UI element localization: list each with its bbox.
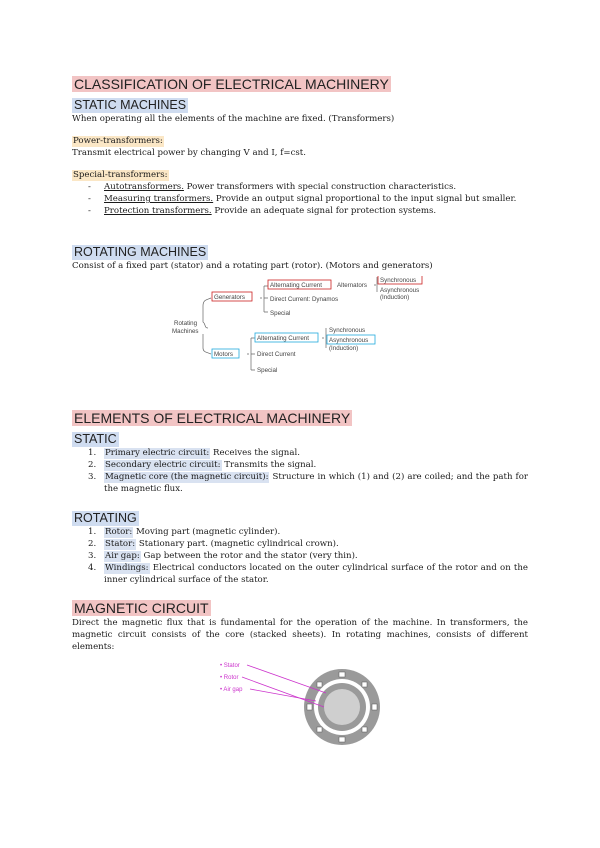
diagram-gen-alternators: Alternators — [337, 282, 367, 289]
power-transformers-label: Power-transformers: — [73, 136, 163, 146]
diagram-root-label-2: Machines — [172, 328, 199, 335]
magnetic-circuit-figure — [72, 657, 528, 747]
diagram-gen-special: Special — [270, 310, 291, 317]
term-autotransformers: Autotransformers. — [104, 182, 184, 192]
figure-label-rotor: • Rotor — [220, 675, 239, 681]
diagram-generators: Generators — [214, 294, 245, 301]
diagram-gen-induction: (Induction) — [380, 294, 410, 301]
diagram-mot-special: Special — [257, 367, 278, 374]
diagram-mot-synchronous: Synchronous — [329, 327, 366, 334]
list-item: 1. Primary electric circuit: Receives the signal. — [88, 448, 300, 458]
term-secondary-circuit: Secondary electric circuit: — [105, 460, 221, 470]
list-item: 2. Stator: Stationary part. (magnetic cylindrical crown). — [88, 539, 339, 549]
term-protection-transformers: Protection transformers. — [104, 206, 212, 216]
list-item: 3. Magnetic core (the magnetic circuit): Structure in which (1) and (2) are coiled; and the path for the magnetic flux. — [88, 472, 528, 494]
diagram-mot-asynchronous: Asynchronous — [329, 337, 369, 344]
machine-cross-section — [304, 669, 380, 745]
diagram-gen-ac: Alternating Current — [270, 282, 322, 289]
heading-rotating-machines: ROTATING MACHINES — [74, 245, 207, 259]
diagram-gen-asynchronous: Asynchronous — [380, 287, 420, 294]
heading-static-machines: STATIC MACHINES — [74, 98, 187, 112]
figure-label-stator: • Stator — [220, 663, 240, 669]
rotating-elements-list — [72, 526, 528, 586]
list-item: 4. Windings: Electrical conductors located on the outer cylindrical surface of the rotor and on the inner cylindrical surface of the stator. — [88, 563, 528, 585]
term-magnetic-core: Magnetic core (the magnetic circuit): — [105, 472, 269, 482]
magnetic-circuit-text: Direct the magnetic flux that is fundamental for the operation of the machine. In transformers, the magnetic circuit consists of the core (stacked sheets). In rotating machines, consists of different elements: — [72, 618, 528, 652]
heading-static: STATIC — [74, 432, 117, 446]
diagram-mot-ac: Alternating Current — [257, 335, 309, 342]
static-machines-intro: When operating all the elements of the machine are fixed. (Transformers) — [72, 114, 395, 124]
special-transformers-label: Special-transformers: — [73, 170, 168, 180]
diagram-gen-synchronous: Synchronous — [380, 277, 417, 284]
list-item: - Measuring transformers. Provide an output signal proportional to the input signal but smaller. — [88, 194, 517, 204]
heading-rotating: ROTATING — [74, 511, 137, 525]
power-transformers-text: Transmit electrical power by changing V and I, f=cst. — [72, 148, 306, 158]
diagram-mot-induction: (Induction) — [329, 345, 359, 352]
document-page — [72, 72, 528, 747]
section-title-elements: ELEMENTS OF ELECTRICAL MACHINERY — [74, 410, 351, 426]
term-air-gap: Air gap: — [105, 551, 140, 561]
list-item: - Autotransformers. Power transformers with special construction characteristics. — [88, 182, 457, 192]
term-measuring-transformers: Measuring transformers. — [104, 194, 214, 204]
term-rotor: Rotor: — [105, 527, 133, 537]
diagram-root-label-1: Rotating — [174, 320, 198, 327]
list-item: 1. Rotor: Moving part (magnetic cylinder). — [88, 527, 281, 537]
diagram-gen-dc: Direct Current: Dynamos — [270, 296, 339, 303]
rotating-machines-intro: Consist of a fixed part (stator) and a rotating part (rotor). (Motors and generators) — [72, 261, 433, 271]
term-primary-circuit: Primary electric circuit: — [105, 448, 210, 458]
term-windings: Windings: — [105, 563, 149, 573]
list-item: 2. Secondary electric circuit: Transmits the signal. — [88, 460, 317, 470]
static-elements-list — [72, 447, 528, 495]
section-title-magnetic-circuit: MAGNETIC CIRCUIT — [74, 600, 209, 616]
figure-label-airgap: • Air gap — [220, 687, 243, 693]
term-stator: Stator: — [105, 539, 136, 549]
special-transformers-list — [72, 181, 528, 217]
diagram-motors: Motors — [214, 351, 233, 358]
diagram-mot-dc: Direct Current — [257, 351, 296, 358]
rotating-machines-diagram — [72, 276, 528, 386]
section-title-classification: CLASSIFICATION OF ELECTRICAL MACHINERY — [74, 76, 389, 92]
list-item: - Protection transformers. Provide an adequate signal for protection systems. — [88, 206, 437, 216]
list-item: 3. Air gap: Gap between the rotor and the stator (very thin). — [88, 551, 358, 561]
